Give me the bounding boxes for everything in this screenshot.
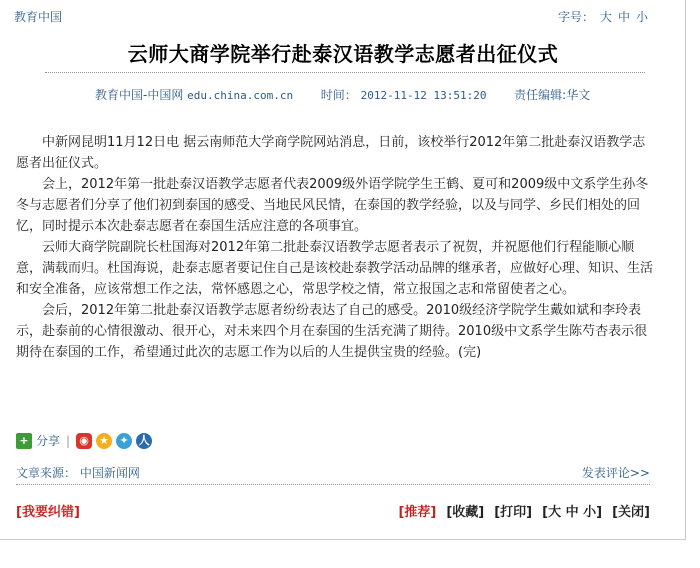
meta-source-site[interactable]: 教育中国-中国网 bbox=[95, 88, 184, 102]
action-bar bbox=[16, 501, 650, 520]
text-size-control bbox=[542, 501, 602, 520]
favorite-button[interactable]: [收藏] bbox=[446, 505, 485, 520]
site-link[interactable]: 教育中国 bbox=[14, 10, 63, 24]
renren-icon[interactable]: 人 bbox=[136, 433, 152, 449]
article-paragraph: 中新网昆明11月12日电 据云南师范大学商学院网站消息，日前，该校举行2012年第二批赴泰汉语教学志愿者出征仪式。 bbox=[16, 135, 646, 171]
meta-source-url[interactable]: edu.china.com.cn bbox=[187, 89, 294, 102]
font-size-medium[interactable]: 中 bbox=[617, 10, 630, 24]
meta-editor-label: 责任编辑: bbox=[514, 88, 567, 102]
recommend-button[interactable]: [推荐] bbox=[398, 505, 437, 520]
article-body bbox=[16, 132, 656, 363]
share-separator: | bbox=[66, 433, 71, 448]
share-label[interactable]: 分享 bbox=[36, 434, 61, 448]
plus-icon[interactable]: + bbox=[16, 433, 32, 449]
article-meta bbox=[95, 86, 590, 103]
text-size-medium[interactable]: 中 bbox=[565, 505, 579, 520]
source-row bbox=[16, 464, 650, 481]
source-label: 文章来源： bbox=[16, 466, 77, 480]
font-size-control bbox=[558, 8, 648, 25]
source-name[interactable]: 中国新闻网 bbox=[79, 466, 140, 480]
text-size-large[interactable]: [大 bbox=[542, 505, 562, 520]
font-size-large[interactable]: 大 bbox=[599, 10, 612, 24]
text-size-small[interactable]: 小] bbox=[583, 505, 603, 520]
meta-time-label: 时间： bbox=[320, 88, 357, 102]
close-button[interactable]: [关闭] bbox=[612, 505, 650, 520]
report-error-button[interactable]: [我要纠错] bbox=[16, 505, 80, 520]
print-button[interactable]: [打印] bbox=[494, 505, 533, 520]
article-paragraph: 会后，2012年第二批赴泰汉语教学志愿者纷纷表达了自己的感受。2010级经济学院学生戴如斌和李玲表示，赴泰前的心情很激动、很开心，对未来四个月在泰国的生活充满了期待。2010级中文系学生陈芍杏表示很期待在泰国的工作，希望通过此次的志愿工作为以后的人生提供宝贵的经验。(完) bbox=[16, 303, 648, 360]
article-paragraph: 会上，2012年第一批赴泰汉语教学志愿者代表2009级外语学院学生王鹤、夏可和2009级中文系学生孙冬冬与志愿者们分享了他们初到泰国的感受、当地民风民情，在泰国的教学经验，以及与同学、乡民们相处的回忆，同时提示本次赴泰志愿者在泰国生活应注意的各项事宜。 bbox=[16, 177, 649, 234]
font-size-label: 字号： bbox=[557, 10, 594, 24]
source-divider bbox=[16, 484, 650, 485]
qzone-icon[interactable]: ✦ bbox=[116, 433, 132, 449]
meta-editor-name: 华文 bbox=[566, 88, 591, 102]
action-group bbox=[398, 501, 650, 520]
title-divider bbox=[45, 72, 645, 73]
article-paragraph: 云师大商学院副院长杜国海对2012年第二批赴泰汉语教学志愿者表示了祝贺，并祝愿他们行程能顺心顺意，满载而归。杜国海说，赴泰志愿者要记住自己是该校赴泰教学活动品牌的继承者，应做好心理、知识、生活和安全准备，应该常想工作之法，常怀感恩之心，常思学校之情，常立报国之志和常留使者之心。 bbox=[16, 240, 654, 297]
post-comment-link[interactable]: 发表评论>> bbox=[581, 466, 650, 480]
meta-time-value: 2012-11-12 13:51:20 bbox=[360, 89, 487, 102]
font-size-small[interactable]: 小 bbox=[635, 10, 648, 24]
top-bar bbox=[0, 0, 686, 30]
sina-weibo-icon[interactable]: ◉ bbox=[76, 433, 92, 449]
article-title: 云师大商学院举行赴泰汉语教学志愿者出征仪式 bbox=[127, 42, 559, 66]
share-bar bbox=[16, 432, 152, 449]
kaixin-icon[interactable]: ★ bbox=[96, 433, 112, 449]
